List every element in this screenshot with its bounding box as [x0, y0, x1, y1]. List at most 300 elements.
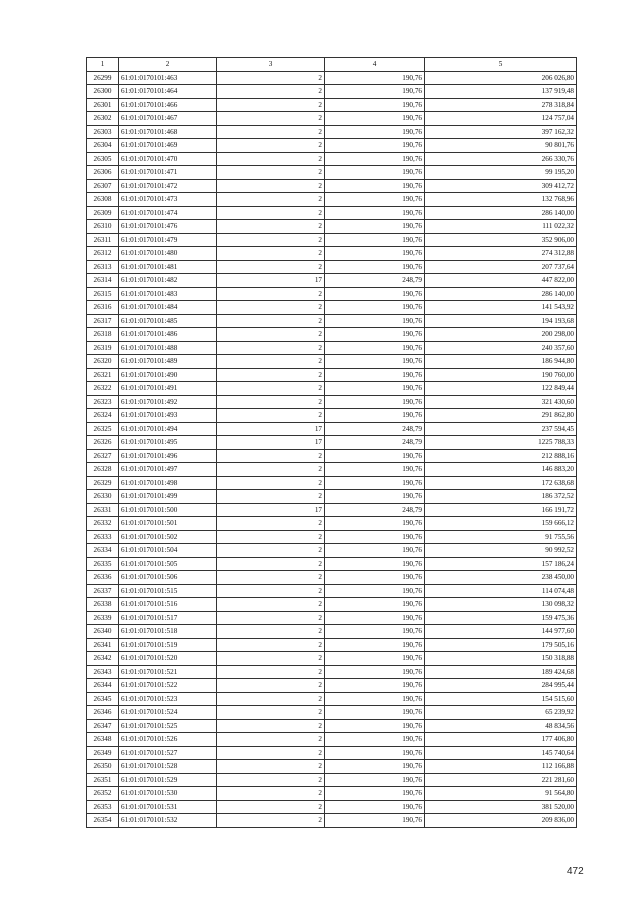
- cadastral-value-cell: 111 022,32: [425, 220, 577, 234]
- category-code-cell: 2: [217, 179, 325, 193]
- cadastral-number-cell: 61:01:0170101:523: [119, 692, 217, 706]
- cadastral-value-cell: 65 239,92: [425, 706, 577, 720]
- cadastral-value-cell: 381 520,00: [425, 800, 577, 814]
- cadastral-number-cell: 61:01:0170101:505: [119, 557, 217, 571]
- table-row: [87, 233, 577, 247]
- table-row: [87, 584, 577, 598]
- table-row: [87, 476, 577, 490]
- category-code-cell: 2: [217, 800, 325, 814]
- specific-value-cell: 190,76: [325, 652, 425, 666]
- row-number-cell: 26352: [87, 787, 119, 801]
- table-row: [87, 260, 577, 274]
- specific-value-cell: 190,76: [325, 679, 425, 693]
- specific-value-cell: 190,76: [325, 368, 425, 382]
- specific-value-cell: 190,76: [325, 233, 425, 247]
- row-number-cell: 26305: [87, 152, 119, 166]
- category-code-cell: 2: [217, 530, 325, 544]
- table-row: [87, 557, 577, 571]
- category-code-cell: 2: [217, 71, 325, 85]
- row-number-cell: 26332: [87, 517, 119, 531]
- cadastral-number-cell: 61:01:0170101:463: [119, 71, 217, 85]
- cadastral-number-cell: 61:01:0170101:473: [119, 193, 217, 207]
- row-number-cell: 26327: [87, 449, 119, 463]
- cadastral-value-cell: 309 412,72: [425, 179, 577, 193]
- table-row: [87, 733, 577, 747]
- cadastral-number-cell: 61:01:0170101:472: [119, 179, 217, 193]
- specific-value-cell: 190,76: [325, 193, 425, 207]
- cadastral-number-cell: 61:01:0170101:492: [119, 395, 217, 409]
- table-row: [87, 85, 577, 99]
- specific-value-cell: 190,76: [325, 625, 425, 639]
- specific-value-cell: 190,76: [325, 517, 425, 531]
- cadastral-number-cell: 61:01:0170101:499: [119, 490, 217, 504]
- cadastral-number-cell: 61:01:0170101:493: [119, 409, 217, 423]
- table-row: [87, 571, 577, 585]
- cadastral-number-cell: 61:01:0170101:522: [119, 679, 217, 693]
- row-number-cell: 26319: [87, 341, 119, 355]
- specific-value-cell: 190,76: [325, 314, 425, 328]
- category-code-cell: 2: [217, 517, 325, 531]
- row-number-cell: 26339: [87, 611, 119, 625]
- category-code-cell: 2: [217, 85, 325, 99]
- cadastral-number-cell: 61:01:0170101:502: [119, 530, 217, 544]
- row-number-cell: 26333: [87, 530, 119, 544]
- row-number-cell: 26349: [87, 746, 119, 760]
- table-row: [87, 355, 577, 369]
- row-number-cell: 26324: [87, 409, 119, 423]
- cadastral-number-cell: 61:01:0170101:530: [119, 787, 217, 801]
- specific-value-cell: 190,76: [325, 598, 425, 612]
- cadastral-number-cell: 61:01:0170101:471: [119, 166, 217, 180]
- row-number-cell: 26301: [87, 98, 119, 112]
- cadastral-value-cell: 159 475,36: [425, 611, 577, 625]
- category-code-cell: 2: [217, 476, 325, 490]
- row-number-cell: 26320: [87, 355, 119, 369]
- cadastral-value-cell: 212 888,16: [425, 449, 577, 463]
- table-row: [87, 139, 577, 153]
- specific-value-cell: 190,76: [325, 247, 425, 261]
- table-row: [87, 220, 577, 234]
- row-number-cell: 26354: [87, 814, 119, 828]
- specific-value-cell: 248,79: [325, 422, 425, 436]
- specific-value-cell: 190,76: [325, 395, 425, 409]
- category-code-cell: 2: [217, 463, 325, 477]
- category-code-cell: 2: [217, 220, 325, 234]
- row-number-cell: 26309: [87, 206, 119, 220]
- cadastral-value-cell: 90 801,76: [425, 139, 577, 153]
- specific-value-cell: 190,76: [325, 85, 425, 99]
- cadastral-value-cell: 240 357,60: [425, 341, 577, 355]
- specific-value-cell: 190,76: [325, 260, 425, 274]
- specific-value-cell: 190,76: [325, 355, 425, 369]
- row-number-cell: 26303: [87, 125, 119, 139]
- category-code-cell: 17: [217, 274, 325, 288]
- specific-value-cell: 190,76: [325, 719, 425, 733]
- category-code-cell: 2: [217, 139, 325, 153]
- specific-value-cell: 190,76: [325, 152, 425, 166]
- cadastral-value-cell: 177 406,80: [425, 733, 577, 747]
- cadastral-number-cell: 61:01:0170101:531: [119, 800, 217, 814]
- cadastral-value-cell: 190 760,00: [425, 368, 577, 382]
- category-code-cell: 2: [217, 125, 325, 139]
- table-row: [87, 638, 577, 652]
- table-row: [87, 503, 577, 517]
- table-row: [87, 719, 577, 733]
- row-number-cell: 26344: [87, 679, 119, 693]
- cadastral-number-cell: 61:01:0170101:481: [119, 260, 217, 274]
- cadastral-value-cell: 122 849,44: [425, 382, 577, 396]
- cadastral-number-cell: 61:01:0170101:496: [119, 449, 217, 463]
- cadastral-value-cell: 179 505,16: [425, 638, 577, 652]
- cadastral-value-cell: 284 995,44: [425, 679, 577, 693]
- cadastral-value-cell: 200 298,00: [425, 328, 577, 342]
- category-code-cell: 2: [217, 287, 325, 301]
- cadastral-value-cell: 286 140,00: [425, 287, 577, 301]
- category-code-cell: 2: [217, 787, 325, 801]
- table-row: [87, 341, 577, 355]
- specific-value-cell: 190,76: [325, 112, 425, 126]
- cadastral-value-cell: 1225 788,33: [425, 436, 577, 450]
- specific-value-cell: 190,76: [325, 692, 425, 706]
- specific-value-cell: 190,76: [325, 125, 425, 139]
- table-row: [87, 301, 577, 315]
- cadastral-value-cell: 146 883,20: [425, 463, 577, 477]
- specific-value-cell: 190,76: [325, 557, 425, 571]
- specific-value-cell: 190,76: [325, 287, 425, 301]
- cadastral-value-cell: 172 638,68: [425, 476, 577, 490]
- category-code-cell: 2: [217, 760, 325, 774]
- cadastral-number-cell: 61:01:0170101:480: [119, 247, 217, 261]
- cadastral-number-cell: 61:01:0170101:464: [119, 85, 217, 99]
- category-code-cell: 2: [217, 706, 325, 720]
- cadastral-value-cell: 321 430,60: [425, 395, 577, 409]
- row-number-cell: 26304: [87, 139, 119, 153]
- row-number-cell: 26302: [87, 112, 119, 126]
- cadastral-value-cell: 397 162,32: [425, 125, 577, 139]
- cadastral-value-cell: 209 836,00: [425, 814, 577, 828]
- header-col-4: 4: [325, 58, 425, 72]
- table-row: [87, 247, 577, 261]
- cadastral-value-cell: 130 098,32: [425, 598, 577, 612]
- specific-value-cell: 190,76: [325, 611, 425, 625]
- cadastral-number-cell: 61:01:0170101:528: [119, 760, 217, 774]
- specific-value-cell: 190,76: [325, 746, 425, 760]
- cadastral-number-cell: 61:01:0170101:470: [119, 152, 217, 166]
- specific-value-cell: 190,76: [325, 571, 425, 585]
- category-code-cell: 2: [217, 692, 325, 706]
- category-code-cell: 2: [217, 112, 325, 126]
- row-number-cell: 26328: [87, 463, 119, 477]
- category-code-cell: 2: [217, 382, 325, 396]
- table-row: [87, 463, 577, 477]
- category-code-cell: 2: [217, 625, 325, 639]
- category-code-cell: 2: [217, 301, 325, 315]
- table-row: [87, 530, 577, 544]
- table-row: [87, 544, 577, 558]
- specific-value-cell: 190,76: [325, 409, 425, 423]
- specific-value-cell: 190,76: [325, 328, 425, 342]
- cadastral-number-cell: 61:01:0170101:518: [119, 625, 217, 639]
- table-row: [87, 773, 577, 787]
- specific-value-cell: 190,76: [325, 139, 425, 153]
- cadastral-value-cell: 447 822,00: [425, 274, 577, 288]
- cadastral-number-cell: 61:01:0170101:476: [119, 220, 217, 234]
- table-row: [87, 436, 577, 450]
- cadastral-value-cell: 189 424,68: [425, 665, 577, 679]
- table-row: [87, 800, 577, 814]
- cadastral-value-cell: 124 757,04: [425, 112, 577, 126]
- specific-value-cell: 190,76: [325, 220, 425, 234]
- category-code-cell: 2: [217, 598, 325, 612]
- category-code-cell: 2: [217, 746, 325, 760]
- table-row: [87, 625, 577, 639]
- row-number-cell: 26342: [87, 652, 119, 666]
- cadastral-value-cell: 278 318,84: [425, 98, 577, 112]
- row-number-cell: 26351: [87, 773, 119, 787]
- row-number-cell: 26326: [87, 436, 119, 450]
- table-row: [87, 112, 577, 126]
- category-code-cell: 2: [217, 611, 325, 625]
- table-row: [87, 206, 577, 220]
- table-row: [87, 382, 577, 396]
- row-number-cell: 26353: [87, 800, 119, 814]
- specific-value-cell: 190,76: [325, 665, 425, 679]
- table-row: [87, 787, 577, 801]
- specific-value-cell: 248,79: [325, 436, 425, 450]
- table-row: [87, 395, 577, 409]
- specific-value-cell: 248,79: [325, 274, 425, 288]
- specific-value-cell: 190,76: [325, 733, 425, 747]
- cadastral-value-cell: 166 191,72: [425, 503, 577, 517]
- cadastral-value-cell: 90 992,52: [425, 544, 577, 558]
- category-code-cell: 2: [217, 679, 325, 693]
- specific-value-cell: 190,76: [325, 166, 425, 180]
- table-row: [87, 814, 577, 828]
- category-code-cell: 2: [217, 409, 325, 423]
- specific-value-cell: 190,76: [325, 71, 425, 85]
- specific-value-cell: 190,76: [325, 544, 425, 558]
- row-number-cell: 26345: [87, 692, 119, 706]
- row-number-cell: 26318: [87, 328, 119, 342]
- table-row: [87, 692, 577, 706]
- row-number-cell: 26347: [87, 719, 119, 733]
- cadastral-number-cell: 61:01:0170101:525: [119, 719, 217, 733]
- cadastral-value-cell: 206 026,80: [425, 71, 577, 85]
- table-row: [87, 287, 577, 301]
- cadastral-value-cell: 159 666,12: [425, 517, 577, 531]
- table-row: [87, 166, 577, 180]
- cadastral-number-cell: 61:01:0170101:468: [119, 125, 217, 139]
- row-number-cell: 26310: [87, 220, 119, 234]
- table-row: [87, 665, 577, 679]
- cadastral-value-cell: 48 834,56: [425, 719, 577, 733]
- cadastral-number-cell: 61:01:0170101:498: [119, 476, 217, 490]
- table-row: [87, 652, 577, 666]
- cadastral-value-cell: 237 594,45: [425, 422, 577, 436]
- table-row: [87, 760, 577, 774]
- table-row: [87, 490, 577, 504]
- cadastral-value-cell: 112 166,88: [425, 760, 577, 774]
- cadastral-value-cell: 274 312,88: [425, 247, 577, 261]
- table-row: [87, 125, 577, 139]
- row-number-cell: 26308: [87, 193, 119, 207]
- category-code-cell: 2: [217, 584, 325, 598]
- row-number-cell: 26300: [87, 85, 119, 99]
- header-col-5: 5: [425, 58, 577, 72]
- table-row: [87, 152, 577, 166]
- category-code-cell: 2: [217, 557, 325, 571]
- cadastral-value-cell: 150 318,88: [425, 652, 577, 666]
- cadastral-value-cell: 194 193,68: [425, 314, 577, 328]
- row-number-cell: 26341: [87, 638, 119, 652]
- row-number-cell: 26348: [87, 733, 119, 747]
- cadastral-number-cell: 61:01:0170101:529: [119, 773, 217, 787]
- page-number: 472: [567, 866, 584, 877]
- cadastral-value-cell: 286 140,00: [425, 206, 577, 220]
- category-code-cell: 2: [217, 571, 325, 585]
- category-code-cell: 2: [217, 665, 325, 679]
- category-code-cell: 2: [217, 368, 325, 382]
- table-row: [87, 679, 577, 693]
- row-number-cell: 26337: [87, 584, 119, 598]
- table-row: [87, 706, 577, 720]
- specific-value-cell: 190,76: [325, 584, 425, 598]
- specific-value-cell: 190,76: [325, 800, 425, 814]
- cadastral-number-cell: 61:01:0170101:524: [119, 706, 217, 720]
- category-code-cell: 2: [217, 490, 325, 504]
- row-number-cell: 26329: [87, 476, 119, 490]
- row-number-cell: 26322: [87, 382, 119, 396]
- specific-value-cell: 190,76: [325, 814, 425, 828]
- header-row: [87, 58, 577, 72]
- header-col-1: 1: [87, 58, 119, 72]
- cadastral-value-cell: 238 450,00: [425, 571, 577, 585]
- cadastral-number-cell: 61:01:0170101:517: [119, 611, 217, 625]
- specific-value-cell: 190,76: [325, 449, 425, 463]
- cadastral-value-cell: 186 372,52: [425, 490, 577, 504]
- row-number-cell: 26335: [87, 557, 119, 571]
- specific-value-cell: 248,79: [325, 503, 425, 517]
- category-code-cell: 2: [217, 314, 325, 328]
- registry-table: [86, 57, 577, 828]
- category-code-cell: 2: [217, 449, 325, 463]
- specific-value-cell: 190,76: [325, 382, 425, 396]
- category-code-cell: 2: [217, 355, 325, 369]
- category-code-cell: 2: [217, 733, 325, 747]
- row-number-cell: 26338: [87, 598, 119, 612]
- row-number-cell: 26334: [87, 544, 119, 558]
- specific-value-cell: 190,76: [325, 787, 425, 801]
- category-code-cell: 2: [217, 652, 325, 666]
- cadastral-number-cell: 61:01:0170101:489: [119, 355, 217, 369]
- row-number-cell: 26306: [87, 166, 119, 180]
- category-code-cell: 2: [217, 247, 325, 261]
- category-code-cell: 17: [217, 422, 325, 436]
- cadastral-value-cell: 141 543,92: [425, 301, 577, 315]
- cadastral-number-cell: 61:01:0170101:520: [119, 652, 217, 666]
- cadastral-number-cell: 61:01:0170101:482: [119, 274, 217, 288]
- row-number-cell: 26299: [87, 71, 119, 85]
- cadastral-value-cell: 114 074,48: [425, 584, 577, 598]
- cadastral-number-cell: 61:01:0170101:490: [119, 368, 217, 382]
- specific-value-cell: 190,76: [325, 530, 425, 544]
- category-code-cell: 2: [217, 544, 325, 558]
- cadastral-number-cell: 61:01:0170101:504: [119, 544, 217, 558]
- row-number-cell: 26325: [87, 422, 119, 436]
- cadastral-number-cell: 61:01:0170101:501: [119, 517, 217, 531]
- row-number-cell: 26346: [87, 706, 119, 720]
- header-col-2: 2: [119, 58, 217, 72]
- registry-table-body: [87, 58, 577, 828]
- cadastral-number-cell: 61:01:0170101:532: [119, 814, 217, 828]
- table-row: [87, 98, 577, 112]
- category-code-cell: 2: [217, 233, 325, 247]
- row-number-cell: 26336: [87, 571, 119, 585]
- cadastral-number-cell: 61:01:0170101:483: [119, 287, 217, 301]
- cadastral-number-cell: 61:01:0170101:491: [119, 382, 217, 396]
- specific-value-cell: 190,76: [325, 706, 425, 720]
- category-code-cell: 2: [217, 638, 325, 652]
- cadastral-number-cell: 61:01:0170101:506: [119, 571, 217, 585]
- cadastral-value-cell: 91 755,56: [425, 530, 577, 544]
- cadastral-value-cell: 291 862,80: [425, 409, 577, 423]
- table-row: [87, 598, 577, 612]
- category-code-cell: 2: [217, 814, 325, 828]
- category-code-cell: 2: [217, 773, 325, 787]
- specific-value-cell: 190,76: [325, 476, 425, 490]
- cadastral-number-cell: 61:01:0170101:521: [119, 665, 217, 679]
- cadastral-number-cell: 61:01:0170101:466: [119, 98, 217, 112]
- table-row: [87, 179, 577, 193]
- cadastral-value-cell: 221 281,60: [425, 773, 577, 787]
- row-number-cell: 26317: [87, 314, 119, 328]
- table-row: [87, 409, 577, 423]
- category-code-cell: 2: [217, 166, 325, 180]
- table-row: [87, 314, 577, 328]
- specific-value-cell: 190,76: [325, 301, 425, 315]
- cadastral-value-cell: 154 515,60: [425, 692, 577, 706]
- specific-value-cell: 190,76: [325, 98, 425, 112]
- row-number-cell: 26331: [87, 503, 119, 517]
- specific-value-cell: 190,76: [325, 463, 425, 477]
- cadastral-number-cell: 61:01:0170101:488: [119, 341, 217, 355]
- cadastral-value-cell: 137 919,48: [425, 85, 577, 99]
- cadastral-number-cell: 61:01:0170101:484: [119, 301, 217, 315]
- cadastral-value-cell: 352 906,00: [425, 233, 577, 247]
- cadastral-number-cell: 61:01:0170101:479: [119, 233, 217, 247]
- cadastral-value-cell: 91 564,80: [425, 787, 577, 801]
- category-code-cell: 2: [217, 206, 325, 220]
- table-row: [87, 328, 577, 342]
- table-row: [87, 193, 577, 207]
- specific-value-cell: 190,76: [325, 179, 425, 193]
- specific-value-cell: 190,76: [325, 773, 425, 787]
- table-row: [87, 368, 577, 382]
- cadastral-value-cell: 144 977,60: [425, 625, 577, 639]
- row-number-cell: 26316: [87, 301, 119, 315]
- cadastral-number-cell: 61:01:0170101:495: [119, 436, 217, 450]
- cadastral-value-cell: 266 330,76: [425, 152, 577, 166]
- category-code-cell: 2: [217, 719, 325, 733]
- cadastral-number-cell: 61:01:0170101:527: [119, 746, 217, 760]
- row-number-cell: 26330: [87, 490, 119, 504]
- row-number-cell: 26314: [87, 274, 119, 288]
- cadastral-number-cell: 61:01:0170101:515: [119, 584, 217, 598]
- cadastral-value-cell: 145 740,64: [425, 746, 577, 760]
- cadastral-number-cell: 61:01:0170101:497: [119, 463, 217, 477]
- table-row: [87, 422, 577, 436]
- row-number-cell: 26311: [87, 233, 119, 247]
